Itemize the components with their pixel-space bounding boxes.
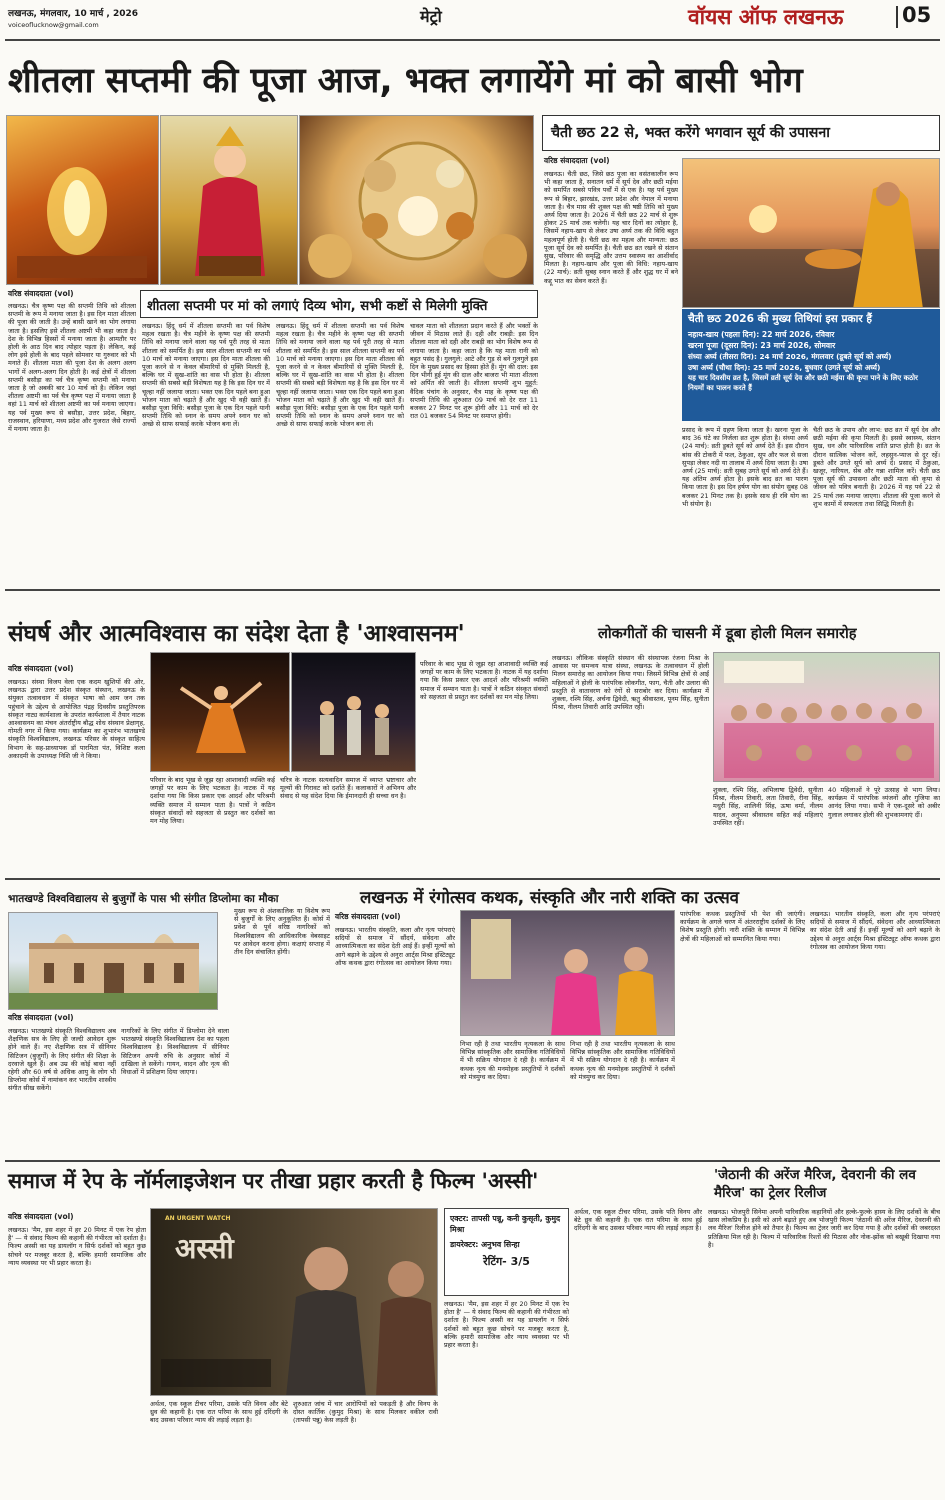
lead-byline: वरिष्ठ संवाददाता (vol)	[8, 289, 74, 298]
assi-body-col2: अर्थत्व, एक स्कूल टीचर परिमा, उसके पति विनय और बेटे ध्रुव की कहानी है। एक रात परिमा के साथ हुई दरिंदगी के बाद उसका परिवार न्याय की लड़ाई लड़ता है।	[150, 1400, 288, 1425]
rangotsav-body-col5: लखनऊ। भारतीय संस्कृति, कला और नृत्य परंपराएं सदियों से समाज में सौंदर्य, संवेदना और आध्यात्मिकता का संदेश देती आई हैं। इन्हीं मूल्यों को आगे बढ़ाने के उद्देश्य से अनुरा आर्ट्स मिश्रा इंस्टिट्यूट ऑफ कथक द्वारा रंगोत्सव का आयोजन किया गया।	[810, 910, 940, 951]
aashwasanam-body-col3: चरित्र के नाटक सत्यवादिन समाज में व्याप्त भ्रष्टाचार और मूल्यों की गिरावट को दर्शाते हैं। कलाकारों ने अभिनय और संवाद से यह संदेश दिया कि ईमानदारी ही सच्चा धन है।	[280, 776, 416, 801]
bhatkhande-body-col2: नागरिकों के लिए संगीत में डिप्लोमा देने वाला भातखण्डे संस्कृति विश्वविद्यालय देश का पहला विश्वविद्यालय है। विश्वविद्यालय में सीनियर सिटिजन अपनी रुचि के अनुसार कोर्स में दाखिला ले सकेंगे। गायन, वादन और नृत्य की विधाओं में प्रशिक्षण दिया जाएगा।	[121, 1027, 229, 1077]
assi-body-col5: अर्थत्व, एक स्कूल टीचर परिमा, उसके पति विनय और बेटे ध्रुव की कहानी है। एक रात परिमा के साथ हुई दरिंदगी के बाद उसका परिवार न्याय की लड़ाई लड़ता है।	[574, 1208, 702, 1233]
rangotsav-event-photo	[460, 910, 675, 1036]
aashwasanam-byline: वरिष्ठ संवाददाता (vol)	[8, 664, 74, 673]
chhath-date-item: उषा अर्घ्य (चौथा दिन): 25 मार्च 2026, बुधवार (उगते सूर्य को अर्घ्य)	[688, 363, 881, 372]
sheetla-mata-photo	[160, 115, 298, 285]
section-rule	[5, 589, 940, 591]
lead-body-col2b: लखनऊ। हिंदू धर्म में शीतला सप्तमी का पर्व विशेष महत्व रखता है। चैत्र महीने के कृष्ण पक्ष की सप्तमी तिथि को मनाया जाने वाला यह पर्व पूरी तरह से माता शीतला को समर्पित है। इस साल शीतला सप्तमी का पर्व 10 मार्च को मनाया जाएगा। इस दिन माता शीतला की पूजा करने से न केवल बीमारियों से मुक्ति मिलती है, बल्कि घर में सुख-शांति का वास भी होता है। शीतला सप्तमी की सबसे बड़ी विशेषता यह है कि इस दिन घर में चूल्हा नहीं जलाया जाता। भक्त एक दिन पहले बना हुआ भोजन माता को चढ़ाते हैं और खुद भी वही खाते हैं। बसौड़ा पूजा विधि: बसौड़ा पूजा के एक दिन पहले यानी सप्तमी तिथि को स्नान के समय अपने स्नान घर को अच्छे से साफ सफाई करके भोजन बना लें।	[276, 322, 404, 429]
assi-headline: समाज में रेप के नॉर्मलाइजेशन पर तीखा प्रहार करती है फिल्म 'अस्सी'	[8, 1169, 539, 1193]
chhath-body-col2: प्रसाद के रूप में ग्रहण किया जाता है। खरना पूजा के बाद 36 घंटे का निर्जला व्रत शुरू होता है। संध्या अर्घ्य (24 मार्च): व्रती डूबते सूर्य को अर्घ्य देते हैं। इस दौरान बांस की टोकरी में फल, ठेकुआ, सूप और फल से सजा सुपड़ा लेकर नदी या तालाब में अर्घ्य दिया जाता है। उषा अर्घ्य (25 मार्च): व्रती सुबह उगते सूर्य को अर्घ्य देते हैं। यह अंतिम अर्घ्य होता है। इसके बाद व्रत का पारण किया जाता है। इस दिन हर्षण योग का संयोग सुबह 08 बजकर 21 मिनट तक है। इसके साथ ही रवि योग का भी संयोग है।	[682, 426, 808, 508]
masthead	[0, 0, 945, 42]
women-group-icon	[714, 653, 940, 782]
assi-cast: एक्टर: तापसी पन्नू, कनी कुसृती, कुमुद मिश्रा	[450, 1214, 561, 1234]
aashwasanam-body-col2: परिवार के बाद भूख से जूझ रहा आशावादी व्यक्ति कई जगहों पर काम के लिए भटकता है। नाटक में यह दर्शाया गया कि किस प्रकार एक आदर्श और परिश्रमी व्यक्ति समाज में सम्मान पाता है। पात्रों ने कठिन संस्कृत संवादों को सहजता से प्रस्तुत कर दर्शकों का मन मोह लिया।	[150, 776, 275, 826]
university-building-photo	[8, 912, 218, 1010]
play-stage-photo-2	[291, 652, 416, 772]
play-stage-photo-1	[150, 652, 290, 772]
section-name: मेट्रो	[420, 7, 442, 26]
chhath-date-item: यह चार दिवसीय व्रत है, जिसमें व्रती सूर्य देव और छठी मईया की कृपा पाने के लिए कठोर नियमों का पालन करते हैं	[688, 373, 918, 392]
chhath-headline: चैती छठ 22 से, भक्त करेंगे भगवान सूर्य की उपासना	[551, 125, 830, 141]
chhath-date-item: खरना पूजा (दूसरा दिन): 23 मार्च 2026, सोमवार	[688, 341, 836, 350]
assi-movie-poster	[150, 1208, 438, 1396]
chhath-body-col1: लखनऊ। चैती छठ, जिसे छठ पूजा का वसंतकालीन रूप भी कहा जाता है, सनातन धर्म में सूर्य देव और छठी मईया को समर्पित सबसे पवित्र पर्वों में से एक है। यह पर्व मुख्य रूप से बिहार, झारखंड, उत्तर प्रदेश और नेपाल में मनाया जाता है। चैत्र मास की शुक्ल पक्ष की षष्ठी तिथि को मुख्य अर्घ्य दिया जाता है। 2026 में चैती छठ 22 मार्च से शुरू होकर 25 मार्च तक चलेगी। यह चार दिनों का त्योहार है, जिसमें नहाय-खाय से लेकर उषा अर्घ्य तक की विधि बहुत महत्वपूर्ण होती है। चैती छठ का महत्व और मान्यता: छठ पूजा सूर्य देव को समर्पित है। चैती छठ व्रत रखने से संतान सुख, परिवार की समृद्धि और उत्तम स्वास्थ्य का आशीर्वाद मिलता है। नहाय-खाय और पूजा की विधि: नहाय-खाय (22 मार्च): व्रती सुबह स्नान करते हैं और शुद्ध घर में बने कद्दू भात का सेवन करते हैं।	[544, 170, 678, 285]
jethani-headline: 'जेठानी की अरेंज मैरिज, देवरानी की लव मैरिज' का ट्रेलर रिलीज	[714, 1167, 916, 1201]
film-characters-icon	[151, 1209, 438, 1396]
aashwasanam-body-col4: परिवार के बाद भूख से जूझ रहा आशावादी व्यक्ति कई जगहों पर काम के लिए भटकता है। नाटक में यह दर्शाया गया कि किस प्रकार एक आदर्श और परिश्रमी व्यक्ति समाज में सम्मान पाता है। पात्रों ने कठिन संस्कृत संवादों को सहजता से प्रस्तुत कर दर्शकों का मन मोह लिया।	[420, 660, 548, 701]
bhog-thali-photo	[299, 115, 534, 285]
actors-group-icon	[292, 653, 416, 772]
rangotsav-body-col4: पारंपरिक कथक प्रस्तुतियों भी पेश की जाएंगी। कार्यक्रम के अगले चरण में अंतरराष्ट्रीय दर्शकों के लिए विशेष प्रस्तुति होगी। नारी शक्ति के सम्मान में विभिन्न क्षेत्रों की महिलाओं को सम्मानित किया गया।	[680, 910, 805, 943]
chhath-dates-box	[682, 309, 940, 421]
chhath-ghat-photo	[682, 158, 940, 308]
assi-body-col4: लखनऊ। 'मैम, इस शहर में हर 20 मिनट में एक रेप होता है' — ये संवाद फिल्म की कहानी की गंभीरता को दर्शाता है। फिल्म अस्सी का यह डायलॉग न सिर्फ दर्शकों को बहुत कुछ सोचने पर मजबूर करता है, बल्कि हमारी सामाजिक और न्याय व्यवस्था पर भी प्रहार करता है।	[444, 1300, 569, 1350]
sunset-worship-icon	[683, 159, 940, 308]
goddess-figure-icon	[161, 116, 298, 285]
rangotsav-headline: लखनऊ में रंगोत्सव कथक, संस्कृति और नारी शक्ति का उत्सव	[360, 887, 740, 907]
lead-subhead-box	[140, 290, 538, 318]
poster-tagline: AN URGENT WATCH	[165, 1215, 231, 1222]
aashwasanam-headline: संघर्ष और आत्मविश्वास का संदेश देता है 'आश्वासनम'	[8, 621, 465, 647]
assi-body-col3: शुरुआत जांच में चार आरोपियों को पकड़ती है और विनय के दोस्त कार्तिक (कुमुद मिश्रा) के साथ मिलकर वकील रावी (तापसी पन्नू) केस लड़ती है।	[293, 1400, 438, 1425]
holi-headline: लोकगीतों की चासनी में डूबा होली मिलन समारोह	[598, 625, 857, 642]
bhatkhande-headline: भातखण्डे विश्वविद्यालय से बुजुर्गों के पास भी संगीत डिप्लोमा का मौका	[8, 893, 279, 905]
aashwasanam-body-col1: लखनऊ। संस्था विजय वेला एक कदम खुशियों की ओर, लखनऊ द्वारा उत्तर प्रदेश संस्कृत संस्थान, लखनऊ के संयुक्त तत्वावधान में संस्कृत भाषा को आम जन तक पहुंचाने के उद्देश्य से आयोजित पंद्रह दिवसीय प्रस्तुतिपरक संस्कृत नाट्य कार्यशाला के उपरांत कार्यशाला में तैयार नाटक आश्वासनम का मंचन अंतर्राष्ट्रीय बौद्ध शोध संस्थान प्रेक्षागृह, गोमती नगर में किया गया। कार्यक्रम का शुभारंभ भातखण्डे संस्कृति विश्वविद्यालय, लखनऊ परिसर के संस्कृत साहित्य विभाग के सह-प्राध्यापक डॉ पारमिता पंत, विशिष्ट कला अकादमी के उपाध्यक्ष निशि जी ने किया।	[8, 678, 145, 760]
holi-group-photo	[713, 652, 940, 782]
chhath-byline: वरिष्ठ संवाददाता (vol)	[544, 156, 610, 165]
chhath-headline-box	[542, 115, 940, 151]
chhath-body-col3: चैती छठ के उपाय और लाभ: छठ व्रत में सूर्य देव और छठी मईया की कृपा मिलती है। इससे स्वास्थ्य, संतान सुख, धन और पारिवारिक शांति प्राप्त होती है। व्रत के दौरान सात्विक भोजन करें, लहसुन-प्याज से दूर रहें। डूबते और उगते सूर्य को अर्घ्य दें। प्रसाद में ठेकुआ, खजूर, नारियल, सेब और गन्ना शामिल करें। चैती छठ पूजा सूर्य की उपासना और छठी माता की कृपा से जीवन को पवित्र बनाती है। 2026 में यह पर्व 22 से 25 मार्च तक मनाया जाएगा। शीतला की पूजा करने से शुभ कामों में सफलता तथा सिद्धि मिलती है।	[813, 426, 940, 508]
assi-body-col1: लखनऊ। 'मैम, इस शहर में हर 20 मिनट में एक रेप होता है' — ये संवाद फिल्म की कहानी की गंभीरता को दर्शाता है। फिल्म अस्सी का यह डायलॉग न सिर्फ दर्शकों को बहुत कुछ सोचने पर मजबूर करता है, बल्कि हमारी सामाजिक और न्याय व्यवस्था पर भी प्रहार करता है।	[8, 1226, 146, 1267]
rangotsav-body-col2: निभा रही है तथा भारतीय नृत्यकला के साथ विभिन्न सांस्कृतिक और सामाजिक गतिविधियों में भी सक्रिय योगदान दे रही है। कार्यक्रम में कथक नृत्य की मनमोहक प्रस्तुतियों ने दर्शकों को मंत्रमुग्ध कर दिया।	[460, 1040, 565, 1081]
rangotsav-body-col3: निभा रही है तथा भारतीय नृत्यकला के साथ विभिन्न सांस्कृतिक और सामाजिक गतिविधियों में भी सक्रिय योगदान दे रही है। कार्यक्रम में कथक नृत्य की मनमोहक प्रस्तुतियों ने दर्शकों को मंत्रमुग्ध कर दिया।	[570, 1040, 675, 1081]
section-rule	[5, 878, 940, 880]
paper-name: वॉयस ऑफ लखनऊ	[688, 5, 844, 29]
assi-director: डायरेक्टर: अनुभव सिन्हा	[450, 1240, 520, 1249]
lead-body-col3: चावल माता को शीतलता प्रदान करते हैं और भक्तों के जीवन में मिठास लाते हैं। दही और राबड़ी: इस दिन शीतला माता को दही और राबड़ी का भोग विशेष रूप से लगाया जाता है। कहा जाता है कि यह माता रानी को बहुत पसंद है। गुलगुले: आटे और गुड़ से बने गुलगुले इस दिन के मुख्य प्रसाद का हिस्सा होते हैं। मूंग की दाल: इस दिन भीगी हुई मूंग की दाल और बाजरा भी माता शीतला को अर्पित की जाती है। शीतला सप्तमी शुभ मुहूर्त: वैदिक पंचांग के अनुसार, चैत्र माह के कृष्ण पक्ष की सप्तमी तिथि की शुरुआत 09 मार्च को देर रात 11 बजकर 27 मिनट पर शुरू होगी और 11 मार्च को देर रात 01 बजकर 54 मिनट पर समाप्त होगी।	[410, 322, 538, 421]
jethani-body-col1: लखनऊ। भोजपुरी सिनेमा अपनी पारिवारिक कहानियों और हल्के-फुल्के हास्य के लिए दर्शकों के बीच खास लोकप्रिय है। इसी को आगे बढ़ाते हुए अब भोजपुरी फिल्म 'जेठानी की अरेंज मैरिज, देवरानी की लव मैरिज' रिलीज होने को तैयार है। फिल्म का ट्रेलर जारी कर दिया गया है और दर्शकों की जबरदस्त प्रतिक्रिया मिल रही है। फिल्म में पारिवारिक रिश्तों की मिठास और नोक-झोंक को बखूबी दिखाया गया है।	[708, 1208, 940, 1249]
heritage-building-icon	[9, 913, 218, 1010]
assi-rating: रेटिंग- 3/5	[483, 1255, 530, 1268]
goddess-photo	[6, 115, 159, 285]
masthead-divider	[896, 6, 898, 28]
lead-headline: शीतला सप्तमी की पूजा आज, भक्त लगायेंगे मां को बासी भोग	[8, 61, 803, 101]
bhatkhande-byline: वरिष्ठ संवाददाता (vol)	[8, 1013, 74, 1022]
lead-subhead: शीतला सप्तमी पर मां को लगाएं दिव्य भोग, सभी कष्टों से मिलेगी मुक्ति	[147, 299, 488, 314]
chhath-date-item: संध्या अर्घ्य (तीसरा दिन): 24 मार्च 2026, मंगलवार (डूबते सूर्य को अर्घ्य)	[688, 352, 892, 361]
contact-email: voiceoflucknow@gmail.com	[8, 21, 99, 29]
poster-title: अस्सी	[175, 1232, 234, 1265]
holi-body-col2: शुक्ला, रश्मि सिंह, अभिलाषा द्विवेदी, सुनीता मिश्रा, नीलम तिवारी, लता तिवारी, रीना सिंह, मधुरी सिंह, शालिनी सिंह, ऊषा वर्मा, नीलम यादव, अनुपमा श्रीवास्तव सहित कई महिलाएं उपस्थित रहीं।	[713, 786, 823, 827]
holi-body-col3: 40 महिलाओं ने पूरे उत्साह से भाग लिया। कार्यक्रम में पारंपरिक व्यंजनों और गुजिया का आनंद लिया गया। सभी ने एक-दूसरे को अबीर गुलाल लगाकर होली की शुभकामनाएं दीं।	[828, 786, 940, 819]
chhath-date-item: नहाय-खाय (पहला दिन): 22 मार्च 2026, रविवार	[688, 330, 835, 339]
holi-body-col1: लखनऊ। लौकिक संस्कृति संस्थान की संस्थापक रंजना मिश्रा के आवास पर समन्वय यात्रा संस्था, लखनऊ के तत्वावधान में होली मिलन समारोह का आयोजन किया गया। जिसमें विभिन्न क्षेत्रों से आईं महिलाओं ने होली के पारंपरिक लोकगीत, फाग, चैती और उलारा की प्रस्तुति से वातावरण को रंगों से सराबोर कर दिया। कार्यक्रम में शुक्ला, रश्मि सिंह, अर्चना द्विवेदी, ऋतु श्रीवास्तव, पूनम सिंह, सुनीता मिश्रा, नीलम तिवारी आदि उपस्थित रहीं।	[552, 654, 709, 712]
chhath-dates-title: चैती छठ 2026 की मुख्य तिथियां इस प्रकार हैं	[688, 313, 873, 325]
lead-body-col2: लखनऊ। हिंदू धर्म में शीतला सप्तमी का पर्व विशेष महत्व रखता है। चैत्र महीने के कृष्ण पक्ष की सप्तमी तिथि को मनाया जाने वाला यह पर्व पूरी तरह से माता शीतला को समर्पित है। इस साल शीतला सप्तमी का पर्व 10 मार्च को मनाया जाएगा। इस दिन माता शीतला की पूजा करने से न केवल बीमारियों से मुक्ति मिलती है, बल्कि घर में सुख-शांति का वास भी होता है। शीतला सप्तमी की सबसे बड़ी विशेषता यह है कि इस दिन घर में चूल्हा नहीं जलाया जाता। भक्त एक दिन पहले बना हुआ भोजन माता को चढ़ाते हैं और खुद भी वही खाते हैं। बसौड़ा पूजा विधि: बसौड़ा पूजा के एक दिन पहले यानी सप्तमी तिथि को स्नान के समय अपने स्नान घर को अच्छे से साफ सफाई करके भोजन बना लें।	[142, 322, 270, 429]
food-plates-icon	[300, 116, 534, 285]
issue-date: लखनऊ, मंगलवार, 10 मार्च , 2026	[8, 9, 139, 19]
diya-flame-icon	[7, 116, 159, 285]
rangotsav-byline: वरिष्ठ संवाददाता (vol)	[335, 912, 401, 921]
rangotsav-body-col1: लखनऊ। भारतीय संस्कृति, कला और नृत्य परंपराएं सदियों से समाज में सौंदर्य, संवेदना और आध्यात्मिकता का संदेश देती आई हैं। इन्हीं मूल्यों को आगे बढ़ाने के उद्देश्य से अनुरा आर्ट्स मिश्रा इंस्टिट्यूट ऑफ कथक द्वारा रंगोत्सव का आयोजन किया गया।	[335, 926, 455, 967]
bhatkhande-body-col3: मुख्य रूप से अंशकालिक या विशेष रूप से बुजुर्गों के लिए अनुकूलित हैं। कोर्स में प्रवेश से पूर्व वरिष्ठ नागरिकों को विश्वविद्यालय की आधिकारिक वेबसाइट पर आवेदन करना होगा। कक्षाएं सप्ताह में तीन दिन संचालित होंगी।	[234, 907, 330, 957]
bhatkhande-body-col1: लखनऊ। भातखण्डे संस्कृति विश्वविद्यालय अब शैक्षणिक सत्र के लिए ही जल्दी आवेदन शुरू होने वाले हैं। नए शैक्षणिक सत्र में सीनियर सिटिजन (बुजुर्गों) के लिए संगीत की शिक्षा के दरवाजे खुले हैं। अब उम्र की कोई बाधा नहीं रहेगी और 60 वर्ष से अधिक आयु के लोग भी डिप्लोमा कोर्स में नामांकन कर भारतीय शास्त्रीय संगीत सीख सकेंगे।	[8, 1027, 116, 1093]
section-rule	[5, 1160, 940, 1162]
speakers-icon	[461, 911, 675, 1036]
page-number: 05	[902, 3, 932, 27]
assi-credits-box	[444, 1208, 569, 1296]
masthead-rule	[5, 39, 940, 41]
dancer-figure-icon	[151, 653, 290, 772]
assi-byline: वरिष्ठ संवाददाता (vol)	[8, 1212, 74, 1221]
lead-body-col1: लखनऊ। चैत्र कृष्ण पक्ष की सप्तमी तिथि को शीतला सप्तमी के रूप में मनाया जाता है। इस दिन माता शीतला की पूजा की जाती है। उन्हें बासी खाने का भोग लगाया जाता है। इसलिए इसे शीतला अष्टमी भी कहा जाता है। देश के विभिन्न हिस्सों में मनाया जाता है। आमतौर पर होली के आठ दिन बाद त्योहार पड़ता है। लेकिन, कई लोग इसे होली के बाद पहले सोमवार या गुरुवार को भी मनाते हैं। शीतला माता की पूजा देश के अलग अलग भागों में अलग-अलग दिन होती है। कई क्षेत्रों में शीतला सप्तमी बसौड़ा का पर्व चैत्र कृष्ण सप्तमी को मनाया जाता है जो अबकी बार 10 मार्च को है। लेकिन जहां शीतला अष्टमी का पर्व चैत्र कृष्ण पक्ष में मनाया जाता है वहां 11 मार्च को शीतला अष्टमी का पर्व मनाया जाएगा। यह पर्व मुख्य रूप से बसौड़ा, उत्तर प्रदेश, बिहार, राजस्थान, हरियाणा, मध्य प्रदेश और गुजरात जैसे राज्यों में मनाया जाता है।	[8, 302, 136, 434]
